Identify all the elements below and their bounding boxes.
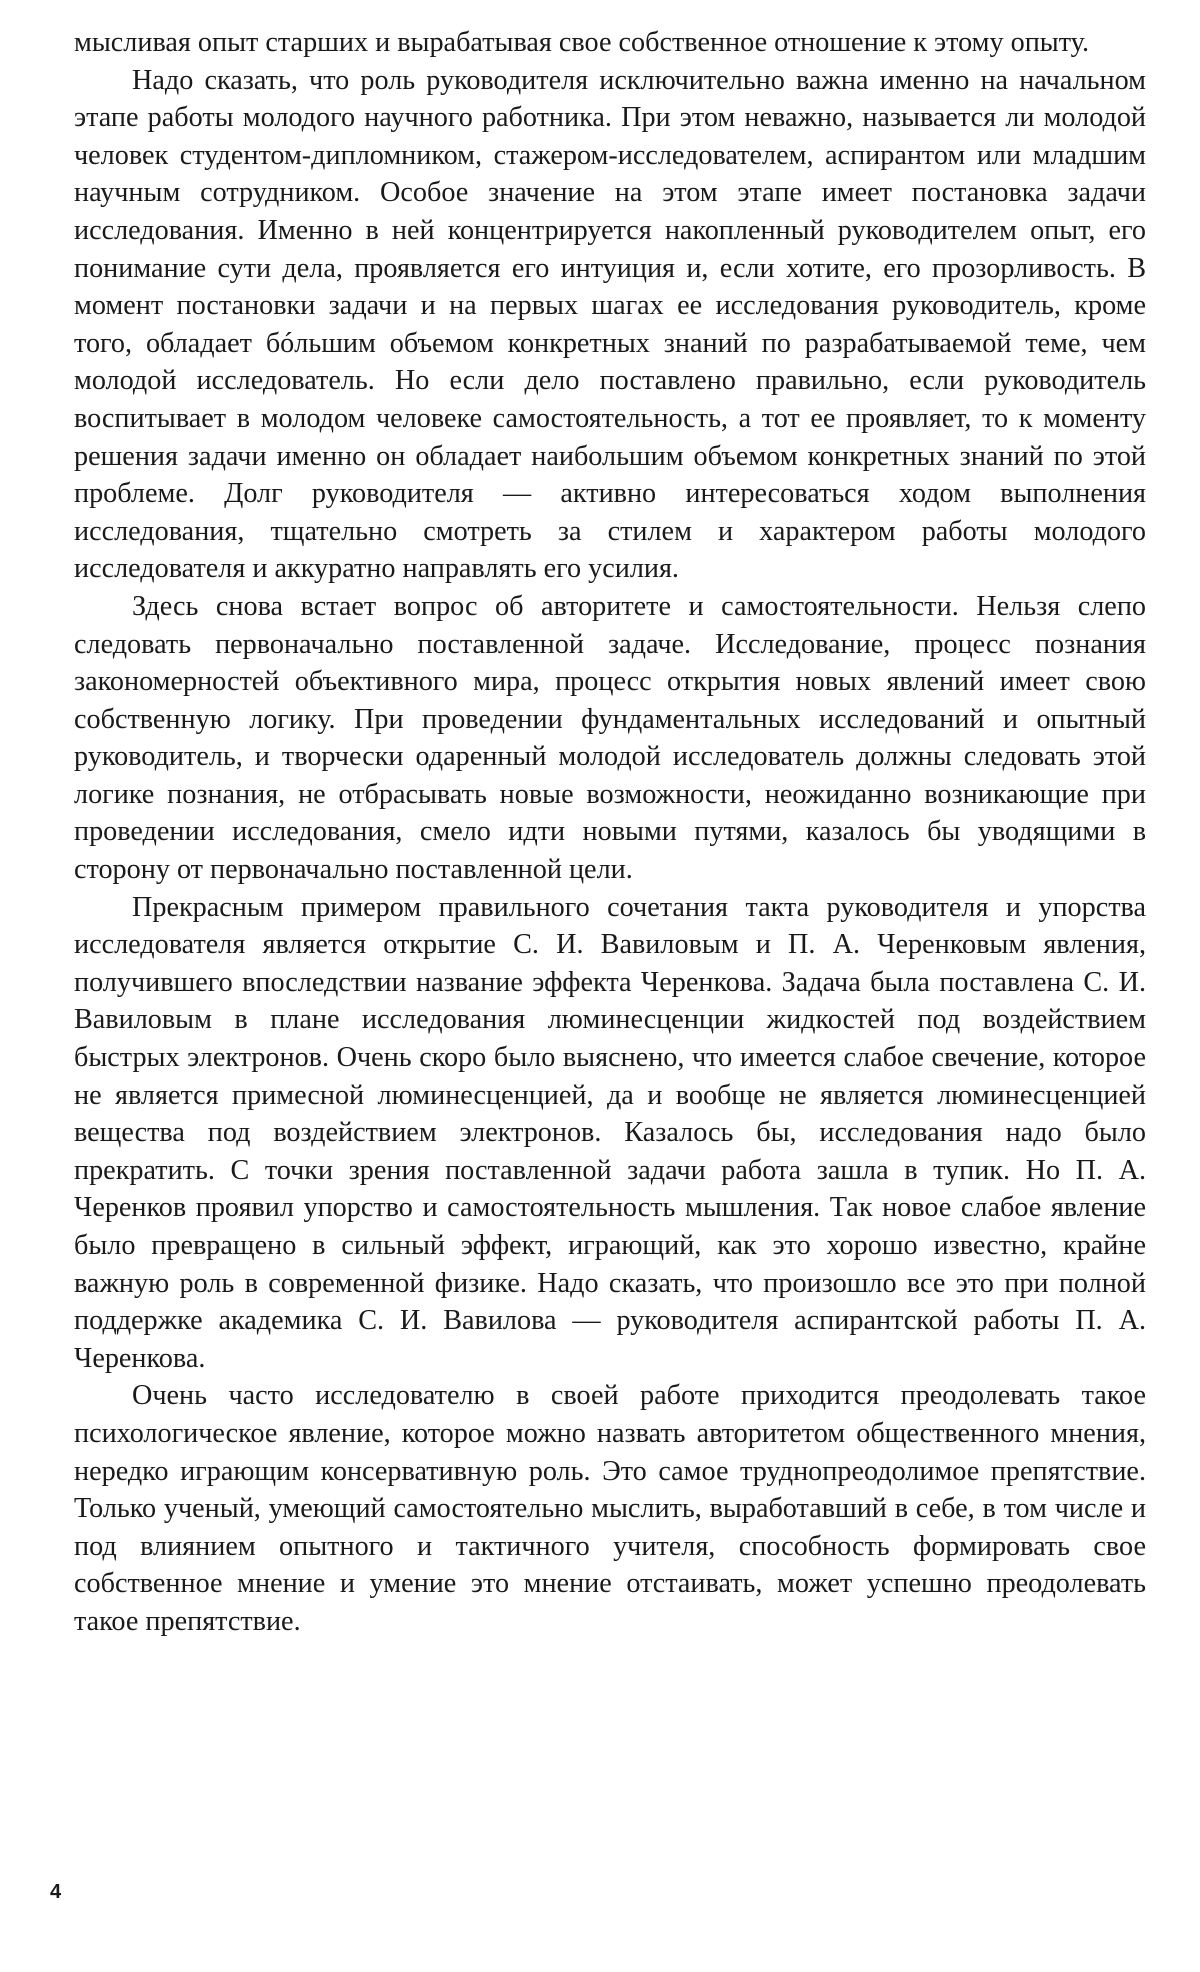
- paragraph-cherenkov-example: Прекрасным примером правильного сочетания такта руководителя и упорства исследователя является открытие С. И. Вавиловым и П. А. Черенковым явления, получившего впоследствии название эффекта Черенкова. Задача была поставлена С. И. Вавиловым в плане исследования люминесценции жидкостей под воздействием быстрых электронов. Очень скоро было выяснено, что имеется слабое свечение, которое не является примесной люминесценцией, да и вообще не является люминесценцией вещества под воздействием электронов. Казалось бы, исследования надо было прекратить. С точки зрения поставленной задачи работа зашла в тупик. Но П. А. Черенков проявил упорство и самостоятельность мышления. Так новое слабое явление было превращено в сильный эффект, играющий, как это хорошо известно, крайне важную роль в современной физике. Надо сказать, что произошло все это при полной поддержке академика С. И. Вавилова — руководителя аспирантской работы П. А. Черенкова.: [74, 891, 1146, 1374]
- paragraph-continuation: мысливая опыт старших и вырабатывая свое собственное отношение к этому опыту.: [74, 27, 1089, 58]
- paragraph-public-opinion: Очень часто исследователю в своей работе приходится преодолевать такое психологическое явление, которое можно назвать авторитетом общественного мнения, нередко играющим консервативную роль. Это самое труднопреодолимое препятствие. Только ученый, умеющий самостоятельно мыслить, выработавший в себе, в том числе и под влиянием опытного и тактичного учителя, способность формировать свое собственное мнение и умение это мнение отстаивать, может успешно преодолевать такое препятствие.: [74, 1380, 1146, 1637]
- paragraph-authority-independence: Здесь снова встает вопрос об авторитете и самостоятельности. Нельзя слепо следовать первоначально поставленной задаче. Исследование, процесс познания закономерностей объективного мира, процесс открытия новых явлений имеет свою собственную логику. При проведении фундаментальных исследований и опытный руководитель, и творчески одаренный молодой исследователь должны следовать этой логике познания, не отбрасывать новые возможности, неожиданно возникающие при проведении исследования, смело идти новыми путями, казалось бы уводящими в сторону от первоначально поставленной цели.: [74, 590, 1146, 886]
- body-text: [74, 24, 1146, 1641]
- paragraph-supervisor-role: Надо сказать, что роль руководителя исключительно важна именно на начальном этапе работы молодого научного работника. При этом неважно, называется ли молодой человек студентом-дипломником, стажером-исследователем, аспирантом или младшим научным сотрудником. Особое значение на этом этапе имеет постановка задачи исследования. Именно в ней концентрируется накопленный руководителем опыт, его понимание сути дела, проявляется его интуиция и, если хотите, его прозорливость. В момент постановки задачи и на первых шагах ее исследования руководитель, кроме того, обладает бóльшим объемом конкретных знаний по разрабатываемой теме, чем молодой исследователь. Но если дело поставлено правильно, если руководитель воспитывает в молодом человеке самостоятельность, а тот ее проявляет, то к моменту решения задачи именно он обладает наибольшим объемом конкретных знаний по этой проблеме. Долг руководителя — активно интересоваться ходом выполнения исследования, тщательно смотреть за стилем и характером работы молодого исследователя и аккуратно направлять его усилия.: [74, 64, 1146, 585]
- page-number: 4: [50, 1881, 62, 1903]
